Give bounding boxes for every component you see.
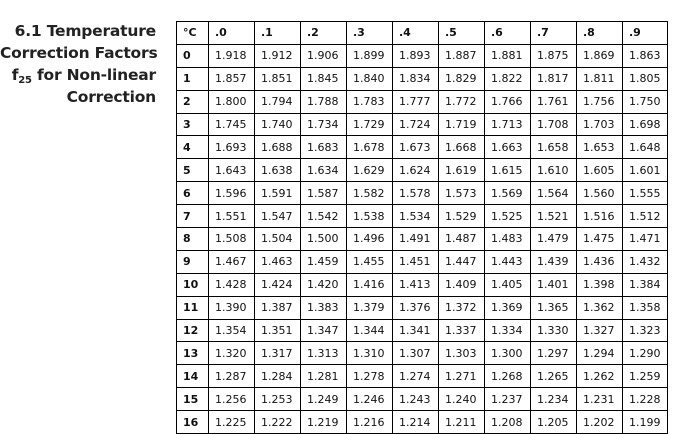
table-cell: 1.447 [439,250,485,273]
table-cell: 1.463 [255,250,301,273]
table-cell: 1.663 [485,136,531,159]
row-header-temperature: 3 [177,113,209,136]
table-cell: 1.668 [439,136,485,159]
table-cell: 1.330 [531,319,577,342]
table-cell: 1.387 [255,296,301,319]
table-row [177,113,668,136]
table-cell: 1.800 [209,90,255,113]
table-cell: 1.455 [347,250,393,273]
heading-line-3-text: for Non-linear [31,66,156,84]
table-cell: 1.719 [439,113,485,136]
table-cell: 1.587 [301,182,347,205]
table-cell: 1.629 [347,159,393,182]
table-cell: 1.439 [531,250,577,273]
column-header-unit: °C [177,22,209,45]
table-cell: 1.491 [393,228,439,251]
table-cell: 1.372 [439,296,485,319]
table-cell: 1.428 [209,273,255,296]
row-header-temperature: 8 [177,228,209,251]
table-cell: 1.777 [393,90,439,113]
table-cell: 1.451 [393,250,439,273]
table-cell: 1.362 [577,296,623,319]
table-cell: 1.334 [485,319,531,342]
row-header-temperature: 10 [177,273,209,296]
table-cell: 1.379 [347,296,393,319]
table-cell: 1.881 [485,44,531,67]
row-header-temperature: 16 [177,411,209,434]
table-cell: 1.863 [623,44,668,67]
heading-subscript: 25 [18,75,32,86]
table-cell: 1.231 [577,388,623,411]
table-cell: 1.573 [439,182,485,205]
table-cell: 1.734 [301,113,347,136]
table-cell: 1.601 [623,159,668,182]
table-cell: 1.516 [577,205,623,228]
table-cell: 1.265 [531,365,577,388]
table-cell: 1.341 [393,319,439,342]
table-cell: 1.369 [485,296,531,319]
table-cell: 1.508 [209,228,255,251]
table-cell: 1.906 [301,44,347,67]
table-cell: 1.750 [623,90,668,113]
table-cell: 1.344 [347,319,393,342]
table-row [177,136,668,159]
table-cell: 1.869 [577,44,623,67]
table-cell: 1.307 [393,342,439,365]
row-header-temperature: 5 [177,159,209,182]
table-cell: 1.805 [623,67,668,90]
table-row [177,273,668,296]
column-header: .5 [439,22,485,45]
column-header: .8 [577,22,623,45]
table-cell: 1.253 [255,388,301,411]
table-cell: 1.547 [255,205,301,228]
table-cell: 1.857 [209,67,255,90]
table-cell: 1.303 [439,342,485,365]
table-cell: 1.591 [255,182,301,205]
table-row [177,67,668,90]
table-cell: 1.918 [209,44,255,67]
table-cell: 1.569 [485,182,531,205]
table-cell: 1.772 [439,90,485,113]
table-cell: 1.420 [301,273,347,296]
table-cell: 1.887 [439,44,485,67]
table-cell: 1.648 [623,136,668,159]
table-cell: 1.436 [577,250,623,273]
table-cell: 1.822 [485,67,531,90]
table-cell: 1.205 [531,411,577,434]
table-cell: 1.638 [255,159,301,182]
column-header: .6 [485,22,531,45]
column-header: .3 [347,22,393,45]
row-header-temperature: 6 [177,182,209,205]
table-cell: 1.208 [485,411,531,434]
table-cell: 1.219 [301,411,347,434]
row-header-temperature: 14 [177,365,209,388]
heading-line-3 [0,64,156,86]
table-cell: 1.551 [209,205,255,228]
table-cell: 1.202 [577,411,623,434]
table-cell: 1.443 [485,250,531,273]
table-cell: 1.624 [393,159,439,182]
table-cell: 1.893 [393,44,439,67]
table-cell: 1.337 [439,319,485,342]
table-cell: 1.504 [255,228,301,251]
table-cell: 1.713 [485,113,531,136]
table-cell: 1.745 [209,113,255,136]
table-cell: 1.409 [439,273,485,296]
table-cell: 1.384 [623,273,668,296]
table-cell: 1.688 [255,136,301,159]
row-header-temperature: 9 [177,250,209,273]
table-cell: 1.281 [301,365,347,388]
table-cell: 1.653 [577,136,623,159]
table-cell: 1.525 [485,205,531,228]
table-cell: 1.729 [347,113,393,136]
table-cell: 1.284 [255,365,301,388]
table-cell: 1.317 [255,342,301,365]
table-cell: 1.383 [301,296,347,319]
table-header-row [177,22,668,45]
table-cell: 1.817 [531,67,577,90]
table-cell: 1.693 [209,136,255,159]
table-row [177,159,668,182]
column-header: .4 [393,22,439,45]
table-cell: 1.610 [531,159,577,182]
table-cell: 1.615 [485,159,531,182]
table-cell: 1.794 [255,90,301,113]
table-row [177,228,668,251]
table-cell: 1.268 [485,365,531,388]
column-header: .2 [301,22,347,45]
table-cell: 1.294 [577,342,623,365]
table-cell: 1.811 [577,67,623,90]
table-cell: 1.424 [255,273,301,296]
row-header-temperature: 13 [177,342,209,365]
table-cell: 1.483 [485,228,531,251]
table-cell: 1.376 [393,296,439,319]
table-cell: 1.401 [531,273,577,296]
table-cell: 1.496 [347,228,393,251]
correction-factor-table [176,21,668,434]
table-cell: 1.698 [623,113,668,136]
table-cell: 1.783 [347,90,393,113]
table-cell: 1.708 [531,113,577,136]
table-cell: 1.834 [393,67,439,90]
row-header-temperature: 15 [177,388,209,411]
table-cell: 1.351 [255,319,301,342]
table-cell: 1.347 [301,319,347,342]
table-cell: 1.500 [301,228,347,251]
table-cell: 1.683 [301,136,347,159]
table-row [177,90,668,113]
table-row [177,44,668,67]
table-cell: 1.658 [531,136,577,159]
table-cell: 1.467 [209,250,255,273]
table-cell: 1.459 [301,250,347,273]
table-cell: 1.262 [577,365,623,388]
table-cell: 1.643 [209,159,255,182]
table-cell: 1.246 [347,388,393,411]
row-header-temperature: 2 [177,90,209,113]
table-cell: 1.354 [209,319,255,342]
heading-line-2: Correction Factors [0,44,158,62]
table-cell: 1.323 [623,319,668,342]
table-row [177,319,668,342]
table-cell: 1.225 [209,411,255,434]
table-cell: 1.538 [347,205,393,228]
table-cell: 1.534 [393,205,439,228]
table-cell: 1.899 [347,44,393,67]
table-cell: 1.724 [393,113,439,136]
table-cell: 1.237 [485,388,531,411]
table-cell: 1.740 [255,113,301,136]
table-row [177,182,668,205]
table-row [177,205,668,228]
row-header-temperature: 11 [177,296,209,319]
row-header-temperature: 7 [177,205,209,228]
table-cell: 1.222 [255,411,301,434]
table-cell: 1.211 [439,411,485,434]
table-cell: 1.297 [531,342,577,365]
table-cell: 1.875 [531,44,577,67]
table-cell: 1.216 [347,411,393,434]
column-header: .7 [531,22,577,45]
table-cell: 1.214 [393,411,439,434]
table-cell: 1.634 [301,159,347,182]
heading-line-4: Correction [66,88,156,106]
table-cell: 1.358 [623,296,668,319]
table-cell: 1.313 [301,342,347,365]
table-row [177,388,668,411]
table-cell: 1.487 [439,228,485,251]
section-heading [0,20,156,108]
table-cell: 1.320 [209,342,255,365]
table-row [177,411,668,434]
table-cell: 1.673 [393,136,439,159]
table-cell: 1.327 [577,319,623,342]
table-cell: 1.256 [209,388,255,411]
table-cell: 1.300 [485,342,531,365]
table-cell: 1.829 [439,67,485,90]
column-header: .1 [255,22,301,45]
table-cell: 1.259 [623,365,668,388]
table-cell: 1.560 [577,182,623,205]
table-cell: 1.390 [209,296,255,319]
table-cell: 1.582 [347,182,393,205]
table-cell: 1.756 [577,90,623,113]
table-cell: 1.479 [531,228,577,251]
table-cell: 1.199 [623,411,668,434]
table-cell: 1.703 [577,113,623,136]
table-cell: 1.555 [623,182,668,205]
table-cell: 1.432 [623,250,668,273]
table-cell: 1.512 [623,205,668,228]
table-cell: 1.271 [439,365,485,388]
table-cell: 1.249 [301,388,347,411]
table-cell: 1.761 [531,90,577,113]
table-cell: 1.471 [623,228,668,251]
correction-factor-table-container [176,21,668,434]
table-cell: 1.405 [485,273,531,296]
table-cell: 1.845 [301,67,347,90]
table-cell: 1.619 [439,159,485,182]
table-cell: 1.851 [255,67,301,90]
table-cell: 1.521 [531,205,577,228]
table-cell: 1.578 [393,182,439,205]
heading-symbol: f [11,66,19,84]
table-cell: 1.243 [393,388,439,411]
table-cell: 1.278 [347,365,393,388]
table-cell: 1.542 [301,205,347,228]
table-cell: 1.240 [439,388,485,411]
table-cell: 1.840 [347,67,393,90]
table-cell: 1.398 [577,273,623,296]
column-header: .0 [209,22,255,45]
table-row [177,365,668,388]
table-cell: 1.234 [531,388,577,411]
row-header-temperature: 0 [177,44,209,67]
table-row [177,250,668,273]
table-cell: 1.290 [623,342,668,365]
heading-line-1: 6.1 Temperature [14,22,156,40]
table-cell: 1.788 [301,90,347,113]
table-cell: 1.766 [485,90,531,113]
table-cell: 1.529 [439,205,485,228]
table-cell: 1.287 [209,365,255,388]
table-cell: 1.274 [393,365,439,388]
table-cell: 1.912 [255,44,301,67]
table-cell: 1.416 [347,273,393,296]
table-cell: 1.475 [577,228,623,251]
table-cell: 1.605 [577,159,623,182]
table-cell: 1.228 [623,388,668,411]
table-cell: 1.365 [531,296,577,319]
row-header-temperature: 4 [177,136,209,159]
table-cell: 1.310 [347,342,393,365]
table-cell: 1.596 [209,182,255,205]
table-row [177,296,668,319]
table-cell: 1.564 [531,182,577,205]
table-cell: 1.678 [347,136,393,159]
table-row [177,342,668,365]
row-header-temperature: 1 [177,67,209,90]
table-cell: 1.413 [393,273,439,296]
column-header: .9 [623,22,668,45]
row-header-temperature: 12 [177,319,209,342]
